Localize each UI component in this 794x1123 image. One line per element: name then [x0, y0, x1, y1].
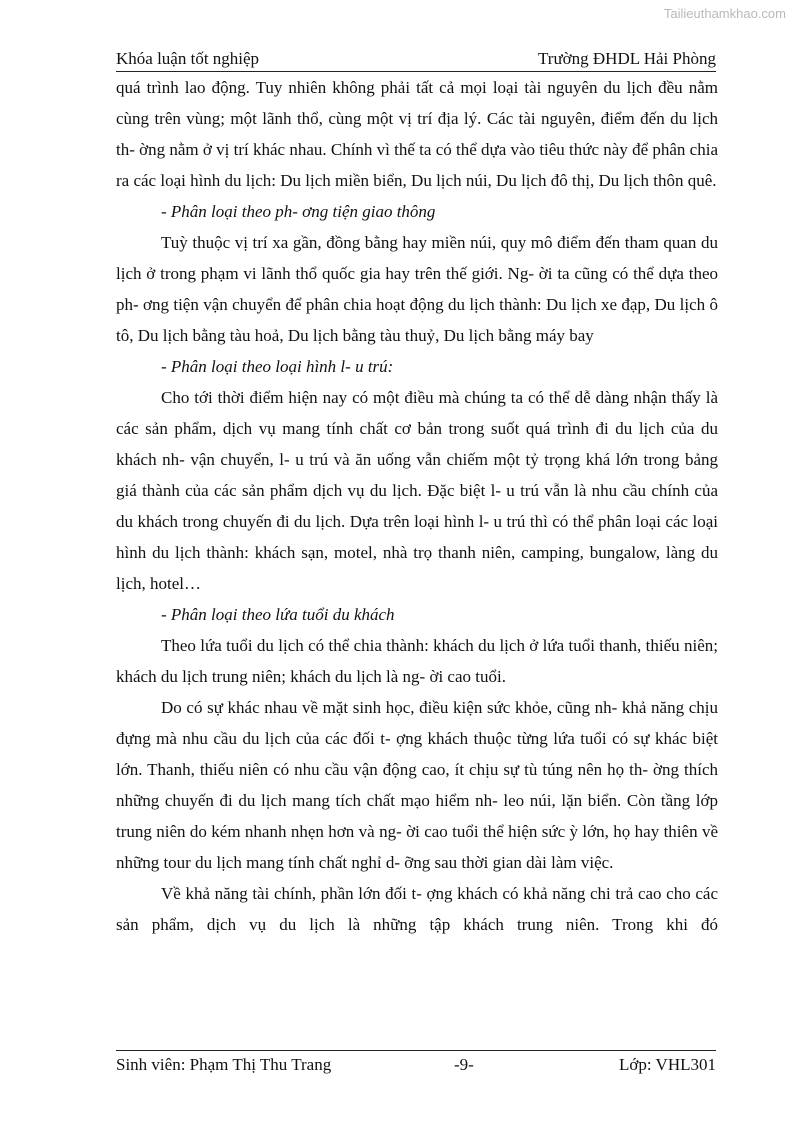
paragraph: Do có sự khác nhau về mặt sinh học, điều kiện sức khỏe, cũng nh- khả năng chịu đựng mà nhu cầu du lịch của các đối t- ợng khách thuộc từng lứa tuổi có sự khác biệt lớn. Thanh, thiếu niên có nhu cầu vận động cao, ít chịu sự tù túng nên họ th- ờng thích những chuyến đi du lịch mang tích chất mạo hiểm nh- leo núi, lặn biển. Còn tầng lớp trung niên do kém nhanh nhẹn hơn và ng- ời cao tuổi thể hiện sức ỳ lớn, họ hay thiên về những tour du lịch mang tính chất nghỉ d- ỡng sau thời gian dài làm việc. — [116, 698, 718, 872]
document-body — [116, 72, 718, 940]
paragraph: Cho tới thời điểm hiện nay có một điều mà chúng ta có thể dễ dàng nhận thấy là các sản phẩm, dịch vụ mang tính chất cơ bản trong suốt quá trình đi du lịch của du khách nh- vận chuyển, l- u trú và ăn uống vẫn chiếm một tỷ trọng khá lớn trong bảng giá thành của các sản phẩm dịch vụ du lịch. Đặc biệt l- u trú vẫn là nhu cầu chính của du khách trong chuyến đi du lịch. Dựa trên loại hình l- u trú thì có thể phân loại các loại hình du lịch thành: khách sạn, motel, nhà trọ thanh niên, camping, bungalow, làng du lịch, hotel… — [116, 388, 718, 593]
footer-class: Lớp: VHL301 — [619, 1055, 716, 1074]
paragraph: Về khả năng tài chính, phần lớn đối t- ợng khách có khả năng chi trả cao cho các sản phẩm, dịch vụ du lịch là những tập khách trung niên. Trong khi đó — [116, 884, 718, 934]
page-header — [116, 49, 716, 72]
paragraph: Theo lứa tuổi du lịch có thể chia thành: khách du lịch ở lứa tuổi thanh, thiếu niên; khách du lịch trung niên; khách du lịch là ng- ời cao tuổi. — [116, 636, 718, 686]
header-university: Trường ĐHDL Hải Phòng — [538, 49, 716, 68]
footer-student-name: Sinh viên: Phạm Thị Thu Trang — [116, 1055, 332, 1074]
watermark-text: Tailieuthamkhao.com — [663, 6, 786, 21]
section-heading: - Phân loại theo ph- ơng tiện giao thông — [161, 202, 436, 221]
header-thesis-title: Khóa luận tốt nghiệp — [116, 49, 260, 68]
section-heading: - Phân loại theo lứa tuổi du khách — [161, 605, 395, 624]
page-footer — [116, 1050, 716, 1077]
paragraph: Tuỳ thuộc vị trí xa gần, đồng bằng hay miền núi, quy mô điểm đến tham quan du lịch ở trong phạm vi lãnh thổ quốc gia hay trên thế giới. Ng- ời ta cũng có thể dựa theo ph- ơng tiện vận chuyển để phân chia hoạt động du lịch thành: Du lịch xe đạp, Du lịch ô tô, Du lịch bằng tàu hoả, Du lịch bằng tàu thuỷ, Du lịch bằng máy bay — [116, 233, 718, 345]
footer-page-number: -9- — [454, 1055, 474, 1074]
section-heading: - Phân loại theo loại hình l- u trú: — [161, 357, 394, 376]
paragraph: quá trình lao động. Tuy nhiên không phải tất cả mọi loại tài nguyên du lịch đều nằm cùng trên vùng; một lãnh thổ, cùng một vị trí địa lý. Các tài nguyên, điểm đến du lịch th- ờng nằm ở vị trí khác nhau. Chính vì thế ta có thể dựa vào tiêu thức này để phân chia ra các loại hình du lịch: Du lịch miền biển, Du lịch núi, Du lịch đô thị, Du lịch thôn quê. — [116, 78, 718, 190]
